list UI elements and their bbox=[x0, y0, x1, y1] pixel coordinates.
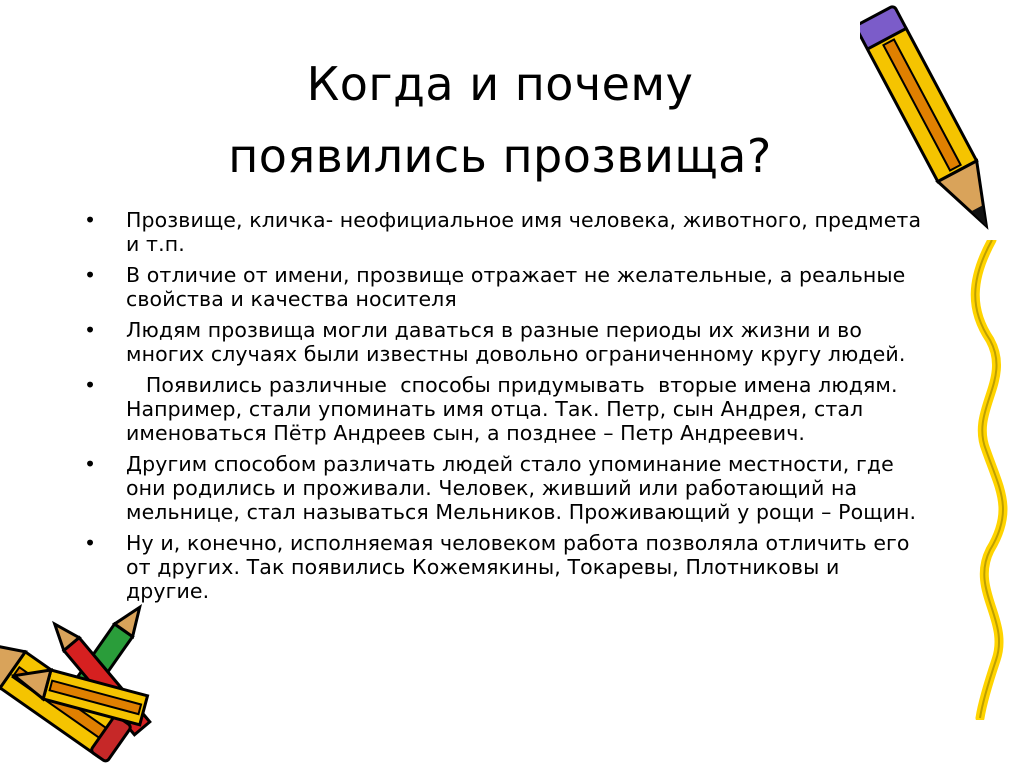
bullet-marker: • bbox=[84, 318, 97, 342]
bullet-text: В отличие от имени, прозвище отражает не желательные, а реальные свойства и качества носителя bbox=[126, 263, 906, 311]
bullet-text: Другим способом различать людей стало упоминание местности, где они родились и проживали. Человек, живший или работающий на мельнице, стал называться Мельников. Проживающий у рощи – Рощин. bbox=[126, 452, 917, 524]
bullet-list bbox=[84, 208, 929, 610]
bullet-text: Ну и, конечно, исполняемая человеком работа позволяла отличить его от других. Так появились Кожемякины, Токаревы, Плотниковы и другие. bbox=[126, 531, 910, 603]
slide-title bbox=[0, 48, 1000, 192]
pencils-icon bbox=[0, 600, 160, 768]
bullet-text: Появились различные способы придумывать вторые имена людям. Например, стали упоминать имя отца. Так. Петр, сын Андрея, стал именоваться Пётр Андреев сын, а позднее – Петр Андреевич. bbox=[126, 373, 905, 445]
bullet-marker: • bbox=[84, 208, 97, 232]
bullet-item bbox=[84, 208, 929, 256]
squiggle-line bbox=[960, 240, 1024, 720]
bullet-marker: • bbox=[84, 452, 97, 476]
bullet-item bbox=[84, 531, 929, 603]
bullet-item bbox=[84, 263, 929, 311]
bullet-marker: • bbox=[84, 373, 97, 397]
bullet-item bbox=[84, 318, 929, 366]
bullet-text: Прозвище, кличка- неофициальное имя человека, животного, предмета и т.п. bbox=[126, 208, 922, 256]
pencil-icon bbox=[860, 0, 1000, 245]
bullet-marker: • bbox=[84, 531, 97, 555]
title-line-1: Когда и почему bbox=[306, 57, 694, 111]
title-line-2: появились прозвища? bbox=[228, 129, 772, 183]
bullet-marker: • bbox=[84, 263, 97, 287]
bullet-item bbox=[84, 452, 929, 524]
bullet-text: Людям прозвища могли даваться в разные периоды их жизни и во многих случаях были известны довольно ограниченному кругу людей. bbox=[126, 318, 906, 366]
bullet-item bbox=[84, 373, 929, 445]
